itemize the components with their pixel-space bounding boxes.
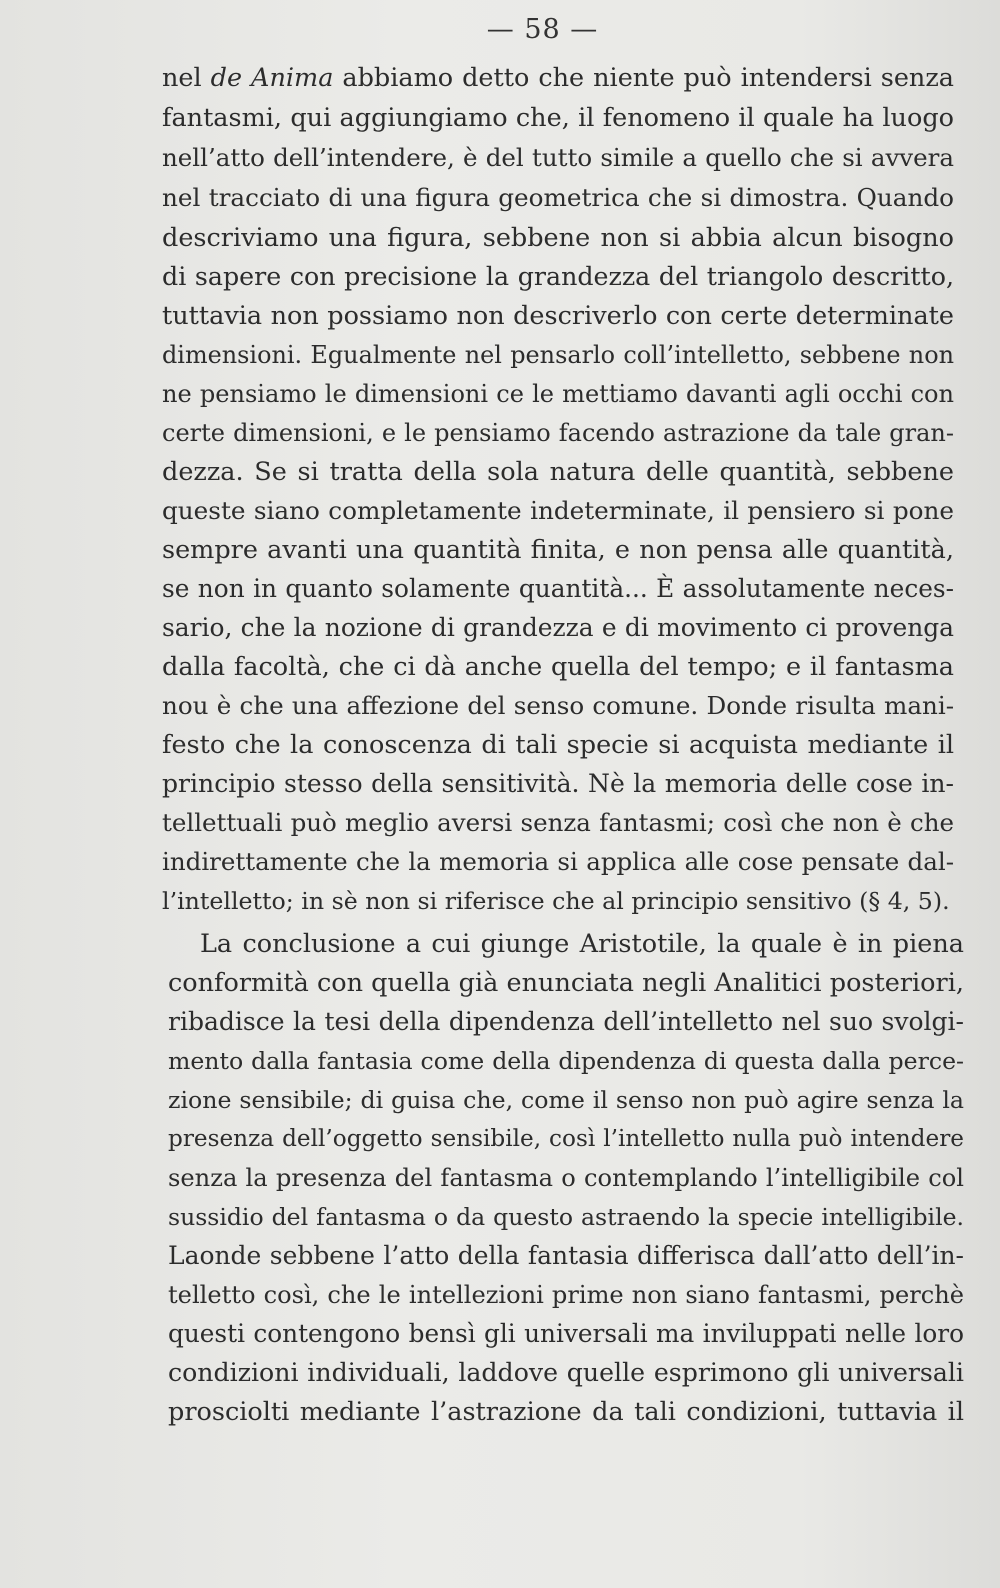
text-line: nou è che una affezione del senso comune. Donde risulta mani- — [162, 691, 954, 720]
text-line: indirettamente che la memoria si applica alle cose pensate dal- — [162, 847, 954, 876]
text-line: fantasmi, qui aggiungiamo che, il fenomeno il quale ha luogo — [162, 103, 954, 133]
text-line: sempre avanti una quantità finita, e non pensa alle quantità, — [162, 535, 954, 565]
text-line: di sapere con precisione la grandezza del triangolo descritto, — [162, 262, 954, 291]
text-line: presenza dell’oggetto sensibile, così l’intelletto nulla può intendere — [168, 1126, 964, 1152]
text-line: l’intelletto; in sè non si riferisce che al principio sensitivo (§ 4, 5). — [162, 887, 950, 915]
text-line: sario, che la nozione di grandezza e di movimento ci provenga — [162, 613, 954, 642]
text-line: tellettuali può meglio aversi senza fantasmi; così che non è che — [162, 808, 954, 837]
text-line: festo che la conoscenza di tali specie si acquista mediante il — [162, 730, 954, 760]
text-line: sussidio del fantasma o da questo astraendo la specie intelligibile. — [168, 1203, 964, 1231]
text-line: mento dalla fantasia come della dipendenza di questa dalla perce- — [168, 1047, 964, 1075]
page-number: — 58 — — [486, 14, 599, 45]
text-line: prosciolti mediante l’astrazione da tali condizioni, tuttavia il — [168, 1397, 964, 1427]
text-line: dalla facoltà, che ci dà anche quella del tempo; e il fantasma — [162, 652, 954, 682]
text-line: principio stesso della sensitività. Nè la memoria delle cose in- — [162, 769, 954, 798]
text-line: telletto così, che le intellezioni prime non siano fantasmi, perchè — [168, 1281, 964, 1309]
text-line: dezza. Se si tratta della sola natura delle quantità, sebbene — [162, 457, 954, 487]
text-line: nel tracciato di una figura geometrica che si dimostra. Quando — [162, 183, 954, 212]
text-fragment: nel — [162, 63, 211, 93]
text-line: zione sensibile; di guisa che, come il senso non può agire senza la — [168, 1086, 964, 1114]
text-line — [162, 58, 954, 98]
text-line: conformità con quella già enunciata negli Analitici posteriori, — [168, 968, 964, 998]
text-line: condizioni individuali, laddove quelle esprimono gli universali — [168, 1358, 964, 1387]
text-line: ne pensiamo le dimensioni ce le mettiamo davanti agli occhi con — [162, 380, 954, 408]
text-line: ribadisce la tesi della dipendenza dell’intelletto nel suo svolgi- — [168, 1007, 964, 1036]
text-line: Laonde sebbene l’atto della fantasia differisca dall’atto dell’in- — [168, 1241, 964, 1270]
italic-title: de Anima — [210, 63, 334, 93]
text-line: certe dimensioni, e le pensiamo facendo astrazione da tale gran- — [162, 419, 954, 447]
text-line: tuttavia non possiamo non descriverlo con certe determinate — [162, 301, 954, 331]
text-line: queste siano completamente indeterminate, il pensiero si pone — [162, 496, 954, 525]
text-line: nell’atto dell’intendere, è del tutto simile a quello che si avvera — [162, 143, 954, 172]
text-line: questi contengono bensì gli universali ma inviluppati nelle loro — [168, 1319, 964, 1348]
text-line: se non in quanto solamente quantità... È assolutamente neces- — [162, 574, 954, 603]
text-line: dimensioni. Egualmente nel pensarlo coll’intelletto, sebbene non — [162, 341, 954, 369]
text-line: senza la presenza del fantasma o contemplando l’intelligibile col — [168, 1164, 964, 1192]
text-fragment: abbiamo detto che niente può intendersi senza — [333, 63, 954, 93]
text-line: La conclusione a cui giunge Aristotile, la quale è in piena — [200, 929, 964, 959]
text-line: descriviamo una figura, sebbene non si abbia alcun bisogno — [162, 223, 954, 253]
